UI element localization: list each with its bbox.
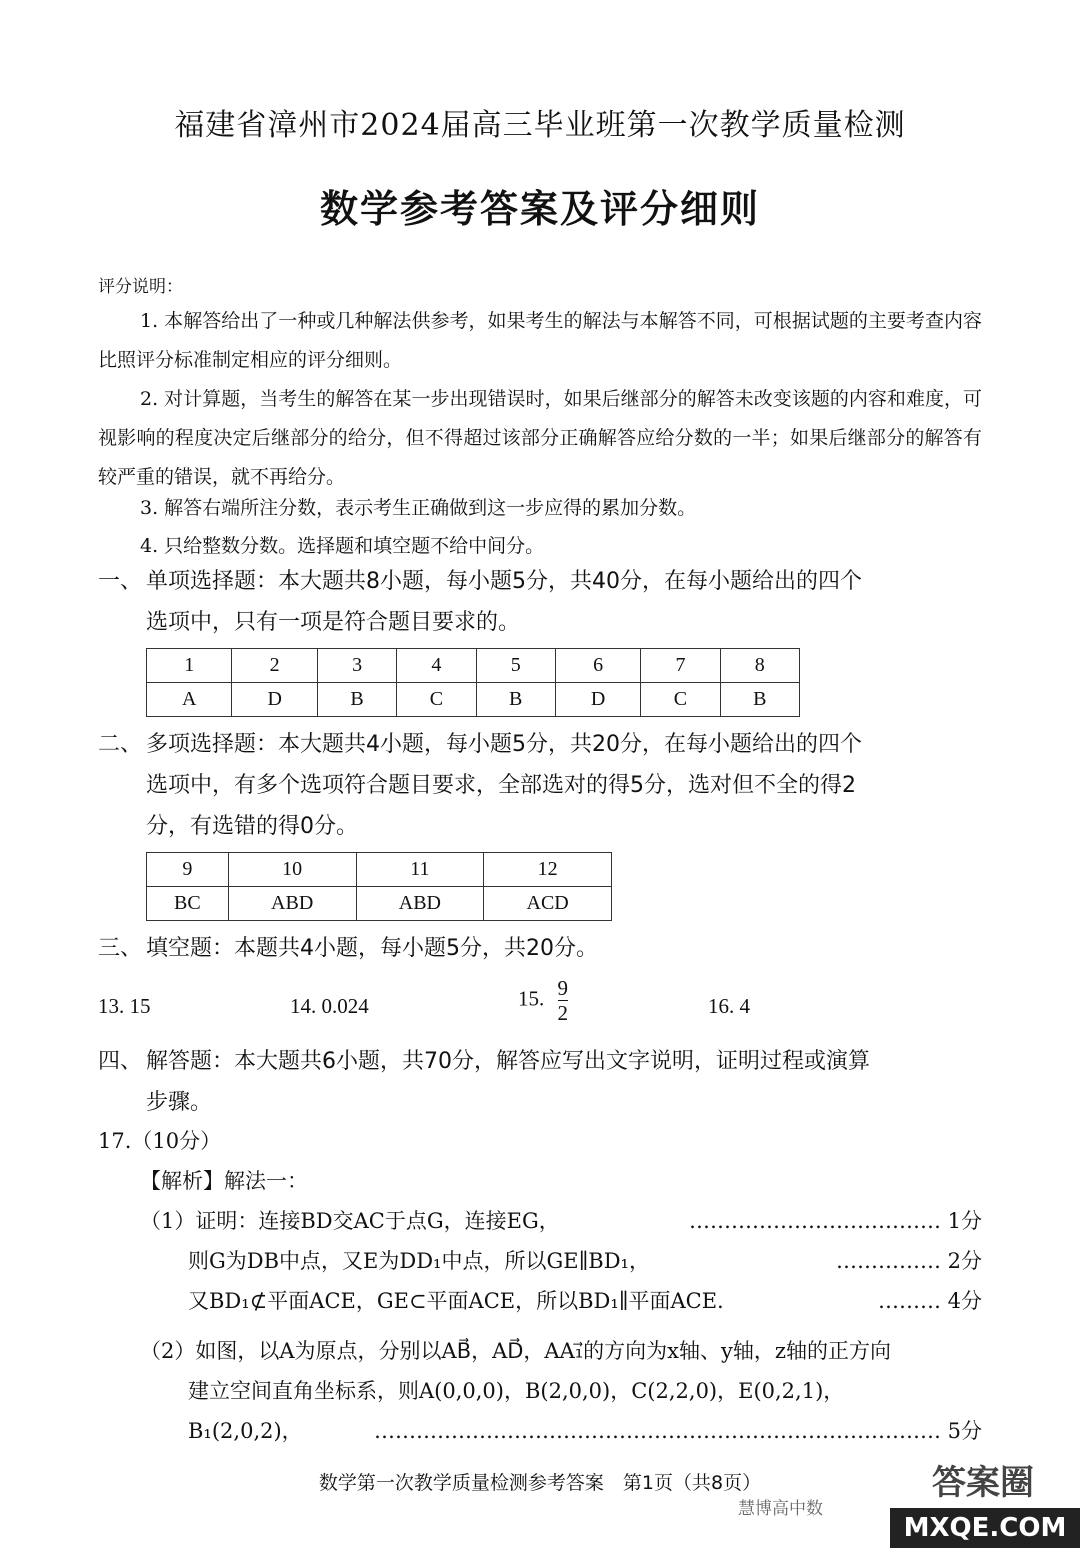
exam-subtitle: 福建省漳州市2024届高三毕业班第一次教学质量检测 [174,108,906,143]
q17-part2-line2: 建立空间直角坐标系，则A(0,0,0)，B(2,0,0)，C(2,2,0)，E(0,2,1)， [188,1379,845,1403]
q17-part2-line3-score: ……………………………………………………………………… 5分 [373,1419,982,1443]
scoring-note-3: 3. 解答右端所注分数，表示考生正确做到这一步应得的累加分数。 [140,497,697,519]
q17-part1-line2: 则G为DB中点，又E为DD₁中点，所以GE∥BD₁， [188,1249,650,1273]
answer-15-fraction [558,976,569,1025]
table-cell: C [397,683,476,717]
q17-part2-line1: （2）如图，以A为原点，分别以AB⃗，AD⃗，AA₁⃗的方向为x轴、y轴，z轴的正方向 [140,1339,891,1363]
scoring-notes-heading: 评分说明： [98,277,183,297]
section-4-text-line1: 解答题：本大题共6小题，共70分，解答应写出文字说明，证明过程或演算 [146,1049,870,1074]
table-row-questions [147,853,612,887]
section-3-heading [98,928,982,969]
page-title: 数学参考答案及评分细则 [319,187,760,231]
q17-heading: 17.（10分） [98,1129,222,1153]
table-cell: ACD [484,887,612,921]
section-2-heading [98,724,982,847]
table-cell: D [555,683,640,717]
table-row-answers [147,683,800,717]
table-cell: B [720,683,799,717]
table-cell: 5 [476,649,555,683]
fraction-denominator: 2 [557,1001,568,1025]
q17-part1-line3-score: ……… 4分 [877,1289,982,1313]
watermark-url: MXQE.COM [890,1508,1080,1548]
q17-part1-line3: 又BD₁⊄平面ACE，GE⊂平面ACE，所以BD₁∥平面ACE. [188,1289,724,1313]
scoring-note-4: 4. 只给整数分数。选择题和填空题不给中间分。 [140,535,545,557]
table-cell: C [641,683,720,717]
q17-part2-line3: B₁(2,0,2)， [188,1419,303,1443]
single-choice-answer-table [146,648,800,717]
table-cell: B [476,683,555,717]
table-cell: B [317,683,396,717]
table-cell: 10 [228,853,356,887]
scoring-note-1: 1. 本解答给出了一种或几种解法供参考，如果考生的解法与本解答不同，可根据试题的主要考查内容比照评分标准制定相应的评分细则。 [98,310,982,371]
table-cell: 3 [317,649,396,683]
q17-part1-line1-score: ……………………………… 1分 [688,1209,982,1233]
section-3-text: 填空题：本题共4小题，每小题5分，共20分。 [146,936,598,961]
fraction-numerator: 9 [557,976,568,1000]
section-1-text-line1: 单项选择题：本大题共8小题，每小题5分，共40分，在每小题给出的四个 [146,569,862,594]
answer-15 [518,976,568,1025]
table-cell: 11 [356,853,484,887]
q17-part1-line1: （1）证明：连接BD交AC于点G，连接EG， [140,1209,560,1233]
section-4-number: 四、 [98,1049,143,1074]
table-cell: ABD [228,887,356,921]
answer-16: 16. 4 [708,994,750,1018]
section-2-text-line2: 选项中，有多个选项符合题目要求，全部选对的得5分，选对但不全的得2 [146,773,856,798]
q17-method-label: 【解析】解法一： [140,1169,308,1193]
table-cell: ABD [356,887,484,921]
table-cell: A [147,683,232,717]
table-cell: 1 [147,649,232,683]
answer-15-label: 15. [518,986,545,1011]
watermark-source-text: 慧博高中数 [738,1499,823,1519]
section-3-number: 三、 [98,936,143,961]
section-2-text-line1: 多项选择题：本大题共4小题，每小题5分，共20分，在每小题给出的四个 [146,732,862,757]
section-4-text-line2: 步骤。 [146,1090,213,1115]
table-cell: BC [147,887,229,921]
table-cell: 7 [641,649,720,683]
table-row-questions [147,649,800,683]
section-4-heading [98,1041,982,1123]
q17-part1-line2-score: …………… 2分 [835,1249,982,1273]
page-footer: 数学第一次教学质量检测参考答案 第1页（共8页） [318,1472,762,1494]
table-cell: 8 [720,649,799,683]
section-2-text-line3: 分，有选错的得0分。 [146,814,358,839]
table-row-answers [147,887,612,921]
table-cell: 4 [397,649,476,683]
section-2-number: 二、 [98,732,143,757]
scoring-note-2: 2. 对计算题，当考生的解答在某一步出现错误时，如果后继部分的解答未改变该题的内容和难度，可视影响的程度决定后继部分的给分，但不得超过该部分正确解答应给分数的一半；如果后继部分的解答有较严重的错误，就不再给分。 [98,388,982,488]
answer-14: 14. 0.024 [290,994,369,1018]
multiple-choice-answer-table [146,852,612,921]
table-cell: 9 [147,853,229,887]
table-cell: 6 [555,649,640,683]
section-1-text-line2: 选项中，只有一项是符合题目要求的。 [146,610,521,635]
table-cell: 2 [232,649,317,683]
section-1-heading [98,561,982,643]
watermark-logo: 答案圈 [932,1463,1034,1503]
table-cell: 12 [484,853,612,887]
table-cell: D [232,683,317,717]
answer-13: 13. 15 [98,994,151,1018]
section-1-number: 一、 [98,569,143,594]
